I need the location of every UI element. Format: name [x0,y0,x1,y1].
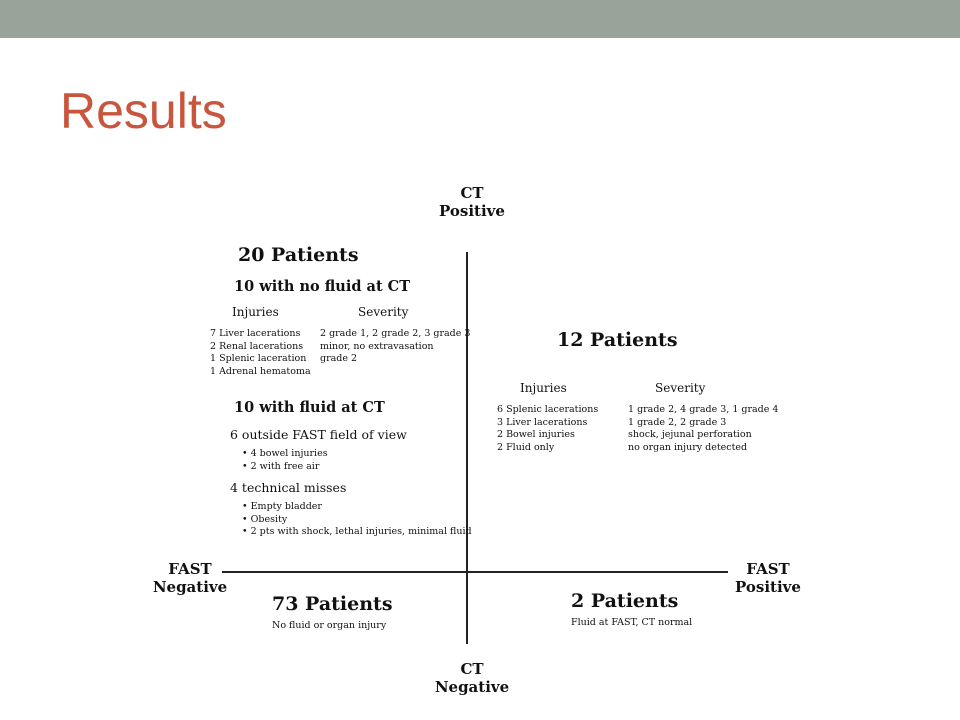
axis-label-line: Negative [434,678,510,696]
quadrant-title: 12 Patients [557,329,678,351]
list-item: • Obesity [242,513,288,525]
list-item: 2 Renal lacerations [210,340,304,352]
list-item: • 2 pts with shock, lethal injuries, minimal fluid [242,526,472,537]
quadrant-note: Fluid at FAST, CT normal [571,617,693,628]
axis-label-line: FAST [746,560,790,578]
axis-label-line: CT [460,184,484,202]
list-item: 1 grade 2, 2 grade 3 [628,416,727,428]
axis-label-line: Positive [439,202,505,220]
list-item: 6 Splenic lacerations [497,404,599,415]
column-header-injuries: Injuries [232,305,279,319]
column-header-injuries: Injuries [520,381,567,395]
axis-label-line: CT [460,660,484,678]
injuries-list [497,404,598,454]
list-item: 1 Splenic laceration [210,353,307,364]
axis-label-fast-positive [730,560,806,596]
slide-top-bar [0,0,960,38]
severity-list [628,404,778,454]
quadrant-title: 2 Patients [571,590,679,612]
list-item: 2 grade 1, 2 grade 2, 3 grade 3 [320,328,471,339]
quadrant-note: No fluid or organ injury [272,620,387,631]
injuries-list [210,328,311,378]
severity-list [320,328,470,366]
axis-label-ct-negative [432,660,512,696]
axis-label-fast-negative [152,560,228,596]
horizontal-axis [222,571,728,573]
subgroup-heading: 10 with fluid at CT [234,399,385,416]
list-item: 2 Fluid only [497,441,555,453]
subgroup-subheading: 6 outside FAST field of view [230,427,407,442]
quadrant-title: 73 Patients [272,593,393,615]
list-item: • Empty bladder [242,501,322,512]
list-item: 1 Adrenal hematoma [210,365,311,377]
list-item: 1 grade 2, 4 grade 3, 1 grade 4 [628,404,779,415]
list-item: • 4 bowel injuries [242,448,328,459]
axis-label-line: FAST [168,560,212,578]
list-item: minor, no extravasation [320,340,434,352]
outside-fov-list [242,448,328,473]
vertical-axis [466,252,468,644]
axis-label-line: Positive [735,578,801,596]
slide-title: Results [60,83,227,139]
column-header-severity: Severity [655,381,706,395]
list-item: 2 Bowel injuries [497,429,575,440]
list-item: 7 Liver lacerations [210,328,301,339]
axis-label-line: Negative [152,578,228,596]
axis-label-ct-positive [432,184,512,220]
list-item: grade 2 [320,353,358,364]
subgroup-subheading: 4 technical misses [230,480,347,495]
list-item: shock, jejunal perforation [628,429,752,440]
list-item: • 2 with free air [242,460,320,472]
subgroup-heading: 10 with no fluid at CT [234,278,411,295]
technical-misses-list [242,501,472,539]
quadrant-title: 20 Patients [238,244,359,266]
list-item: no organ injury detected [628,441,748,453]
column-header-severity: Severity [358,305,409,319]
list-item: 3 Liver lacerations [497,416,588,428]
